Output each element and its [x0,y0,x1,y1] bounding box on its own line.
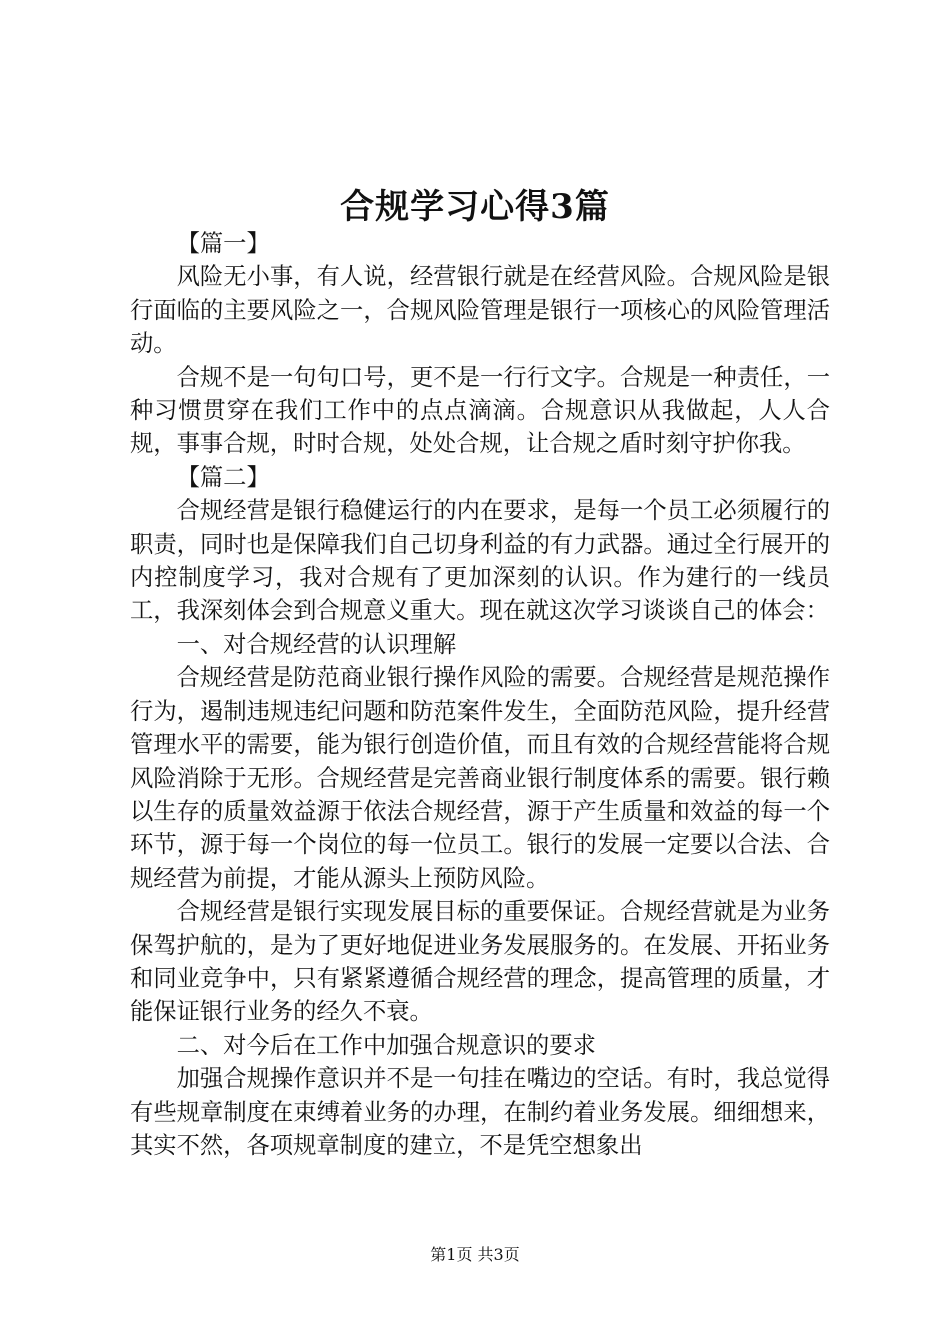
section-marker-2: 【篇二】 [176,463,270,491]
document-title: 合规学习心得3篇 [340,187,610,227]
paragraph: 合规经营是防范商业银行操作风险的需要。合规经营是规范操作行为，遏制违规违纪问题和防范案件发生，全面防范风险，提升经营管理水平的需要，能为银行创造价值，而且有效的合规经营能将合规风险消除于无形。合规经营是完善商业银行制度体系的需要。银行赖以生存的质量效益源于依法合规经营，源于产生质量和效益的每一个环节，源于每一个岗位的每一位员工。银行的发展一定要以合法、合规经营为前提，才能从源头上预防风险。 [130,664,830,892]
paragraph: 风险无小事，有人说，经营银行就是在经营风险。合规风险是银行面临的主要风险之一，合规风险管理是银行一项核心的风险管理活动。 [130,263,830,358]
subheading-2: 二、对今后在工作中加强合规意识的要求 [176,1031,596,1059]
paragraph: 合规经营是银行实现发展目标的重要保证。合规经营就是为业务保驾护航的，是为了更好地促进业务发展服务的。在发展、开拓业务和同业竞争中，只有紧紧遵循合规经营的理念，提高管理的质量，才能保证银行业务的经久不衰。 [130,898,830,1026]
page-footer: 第1页 共3页 [430,1245,520,1264]
section-marker-1: 【篇一】 [176,230,270,257]
subheading-1: 一、对合规经营的认识理解 [176,630,457,658]
paragraph: 合规不是一句句口号，更不是一行行文字。合规是一种责任，一种习惯贯穿在我们工作中的点点滴滴。合规意识从我做起，人人合规，事事合规，时时合规，处处合规，让合规之盾时刻守护你我。 [130,363,830,458]
paragraph: 合规经营是银行稳健运行的内在要求，是每一个员工必须履行的职责，同时也是保障我们自己切身利益的有力武器。通过全行展开的内控制度学习，我对合规有了更加深刻的认识。作为建行的一线员工，我深刻体会到合规意义重大。现在就这次学习谈谈自己的体会： [130,497,830,625]
paragraph: 加强合规操作意识并不是一句挂在嘴边的空话。有时，我总觉得有些规章制度在束缚着业务的办理，在制约着业务发展。细细想来，其实不然，各项规章制度的建立，不是凭空想象出 [130,1065,830,1159]
document-body [130,227,830,1162]
